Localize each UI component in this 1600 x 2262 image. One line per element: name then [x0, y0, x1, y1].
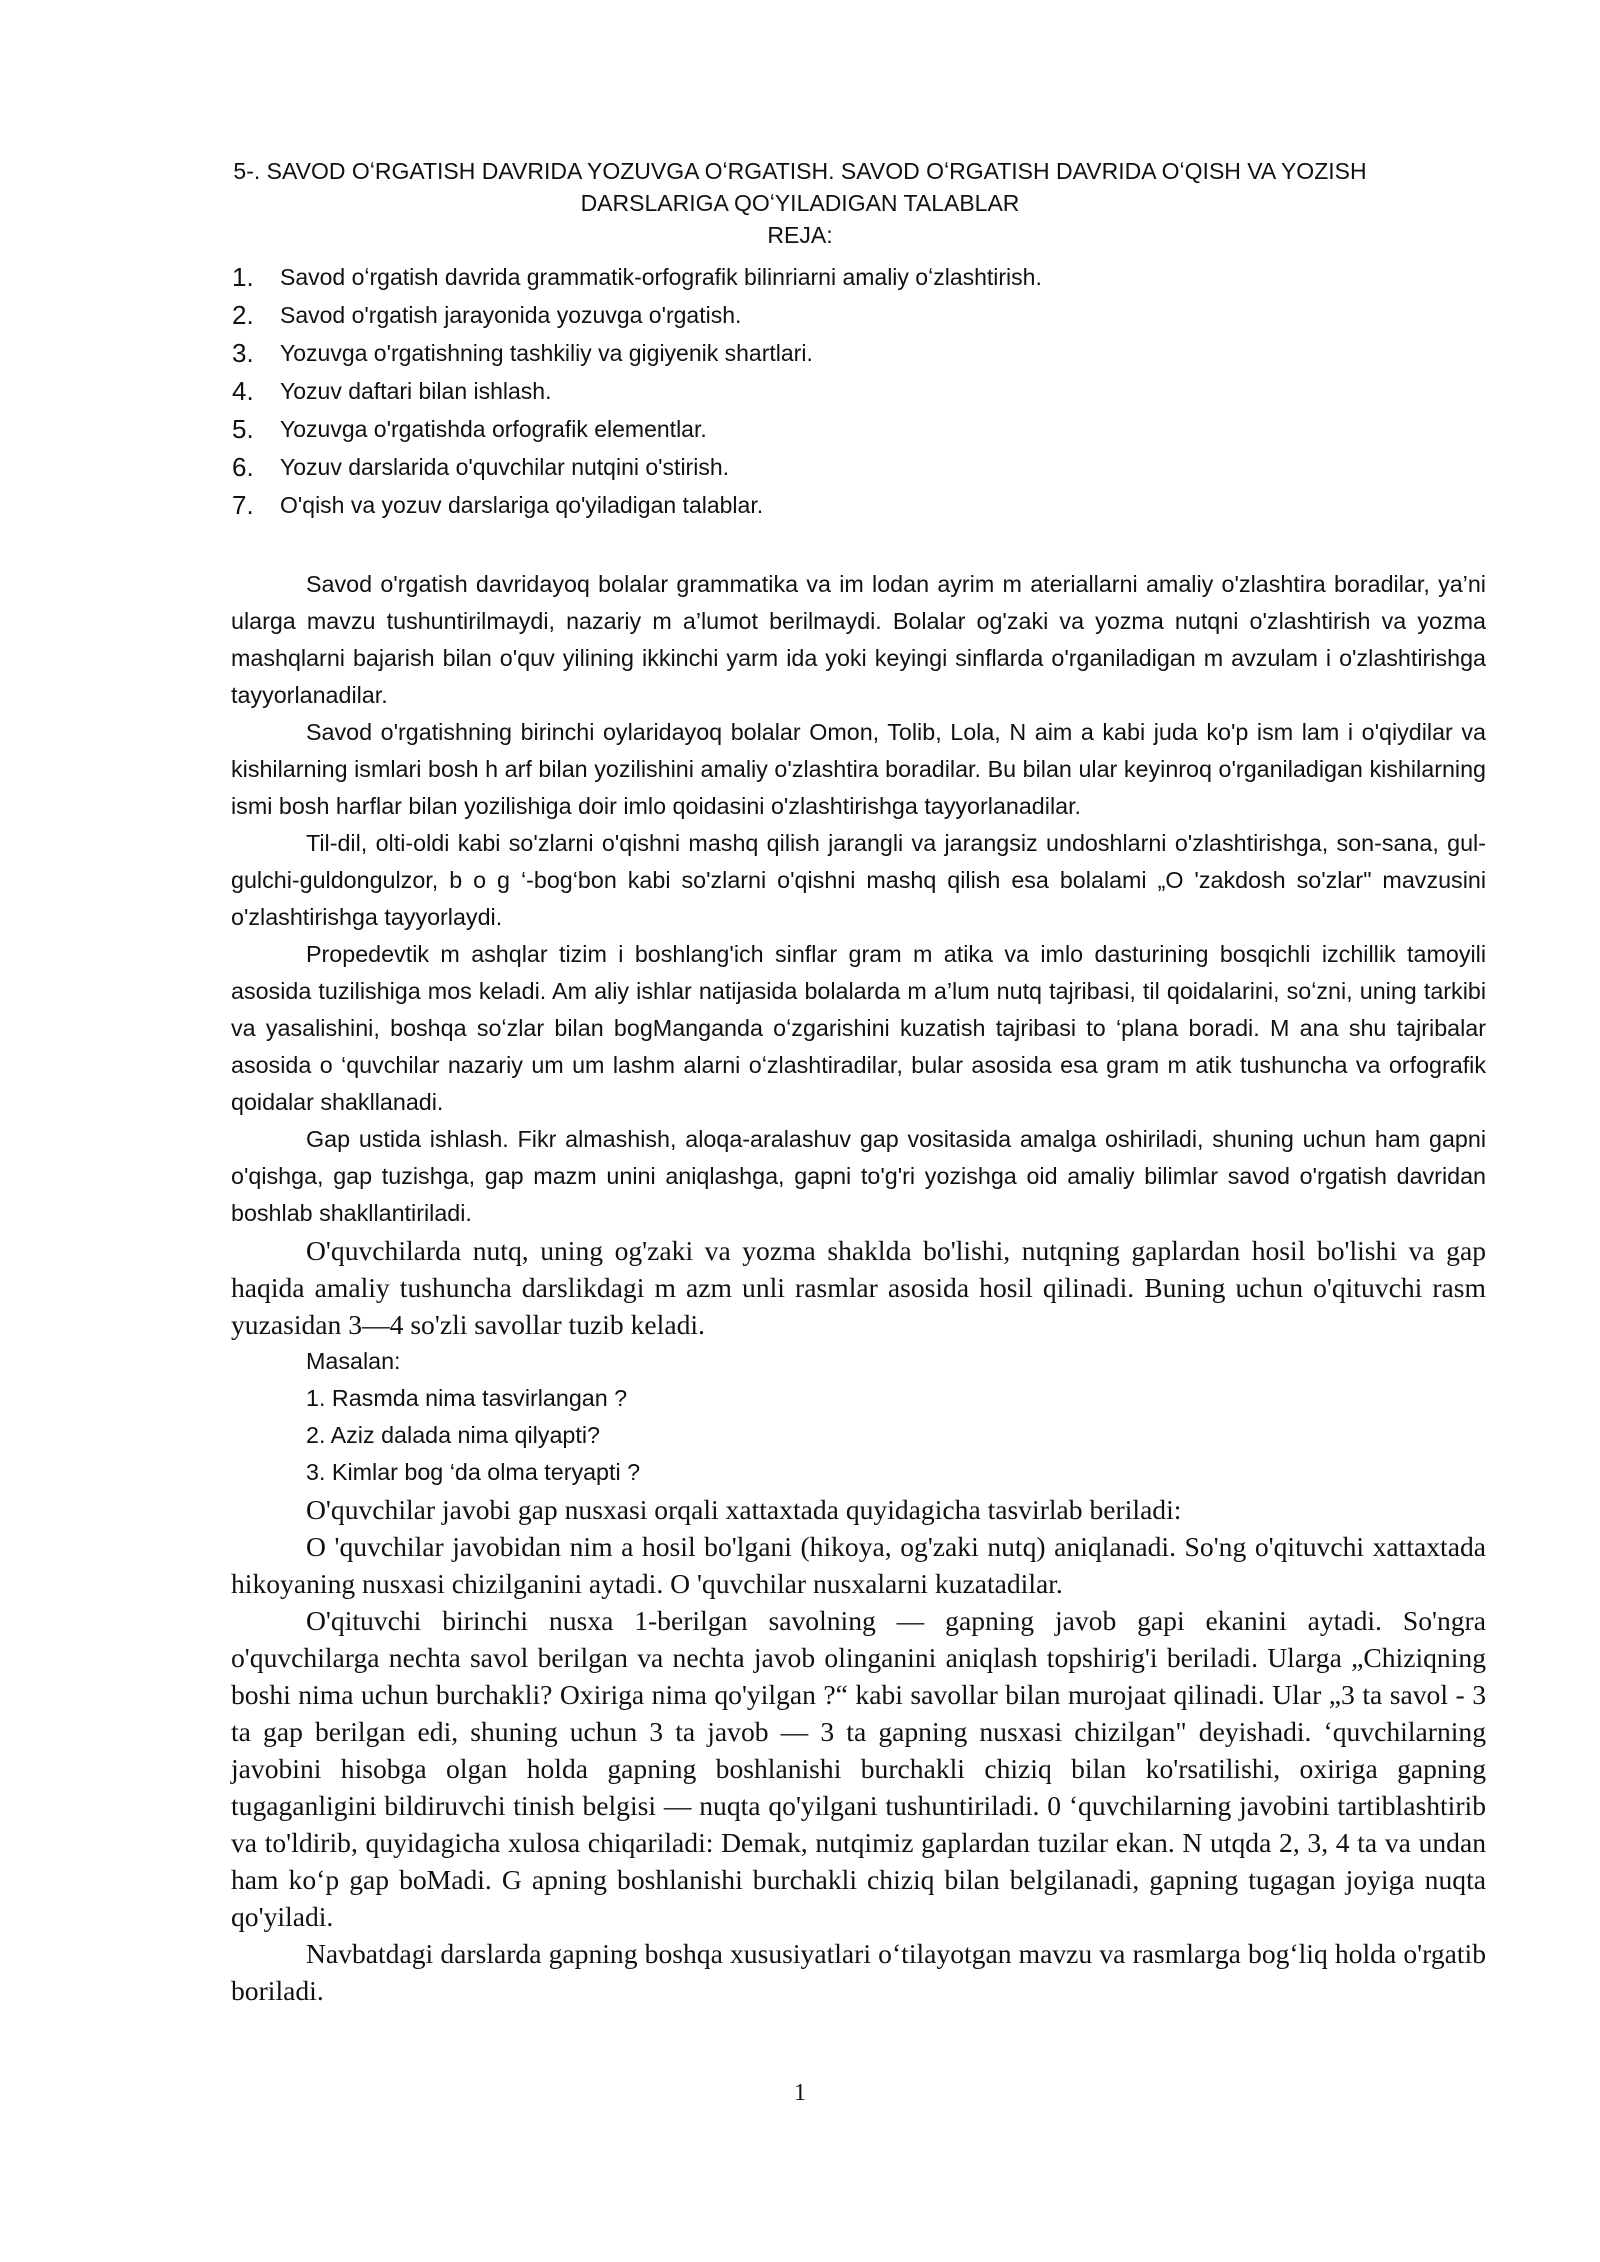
plan-item-text: O'qish va yozuv darslariga qo'yiladigan talablar. — [280, 492, 764, 518]
plan-item-number: 5. — [232, 414, 254, 444]
paragraph: Savod o'rgatish davridayoq bolalar grammatika va im lodan ayrim m ateriallarni amaliy o'zlashtira boradilar, ya’ni ularga mavzu tushuntirilmaydi, nazariy m a’lumot berilmaydi. Bolalar og'zaki va yozma nutqni o'zlashtirish va yozma mashqlarni bajarish bilan o'quv yilining ikkinchi yarm ida yoki keyingi sinflarda o'rganiladigan m avzulam i o'zlashtirishga tayyorlanadilar. — [231, 571, 1486, 708]
plan-item-number: 6. — [232, 452, 254, 482]
plan-item-number: 2. — [232, 300, 254, 330]
plan-item-text: Yozuv daftari bilan ishlash. — [280, 378, 552, 404]
plan-item-text: Savod oʻrgatish davrida grammatik-orfografik bilinriarni amaliy oʻzlashtirish. — [280, 264, 1042, 290]
paragraph: Navbatdagi darslarda gapning boshqa xususiyatlari oʻtilayotgan mavzu va rasmlarga bogʻliq holda o'rgatib boriladi. — [231, 1938, 1486, 2006]
paragraph: O'quvchilarda nutq, uning og'zaki va yozma shaklda bo'lishi, nutqning gaplardan hosil bo'lishi va gap haqida amaliy tushuncha darslikdagi m azm unli rasmlar asosida hosil qilinadi. Buning uchun o'qituvchi rasm yuzasidan 3—4 so'zli savollar tuzib keladi. — [231, 1235, 1486, 1340]
body-text — [231, 566, 1486, 2009]
paragraph: O 'quvchilar javobidan nim a hosil bo'lgani (hikoya, og'zaki nutq) aniqlanadi. So'ng o'qituvchi xattaxtada hikoyaning nusxasi chizilganini aytadi. O 'quvchilar nusxalarni kuzatadilar. — [231, 1531, 1486, 1599]
example-question: 2. Aziz dalada nima qilyapti? — [306, 1422, 600, 1448]
plan-item-number: 7. — [232, 490, 254, 520]
title-line-1: 5-. SAVOD OʻRGATISH DAVRIDA YOZUVGA OʻRGATISH. SAVOD OʻRGATISH DAVRIDA OʻQISH VA YOZISH — [233, 158, 1367, 184]
plan-item-text: Yozuvga o'rgatishda orfografik elementlar. — [280, 416, 707, 442]
example-heading: Masalan: — [306, 1348, 401, 1374]
paragraph: Gap ustida ishlash. Fikr almashish, aloqa-aralashuv gap vositasida amalga oshiriladi, shuning uchun ham gapni o'qishga, gap tuzishga, gap mazm unini aniqlashga, gapni to'g'ri yozishga oid amaliy bilimlar savod o'rgatish davridan boshlab shakllantiriladi. — [231, 1126, 1486, 1226]
plan-item-text: Yozuv darslarida o'quvchilar nutqini o'stirish. — [280, 454, 730, 480]
plan-item-text: Savod o'rgatish jarayonida yozuvga o'rgatish. — [280, 302, 742, 328]
title-line-2: DARSLARIGA QOʻYILADIGAN TALABLAR — [580, 190, 1020, 216]
page-title — [190, 155, 1410, 251]
paragraph: Propedevtik m ashqlar tizim i boshlang'ich sinflar gram m atika va imlo dasturining bosqichli izchillik tamoyili asosida tuzilishiga mos keladi. Am aliy ishlar natijasida bolalarda m a’lum nutq tajribasi, til qoidalarini, soʻzni, uning tarkibi va yasalishini, boshqa soʻzlar bilan bogManganda oʻzgarishini kuzatish tajribasi to ‘plana boradi. M ana shu tajribalar asosida o ‘quvchilar nazariy um um lashm alarni oʻzlashtiradilar, bular asosida esa gram m atik tushuncha va orfografik qoidalar shakllanadi. — [231, 941, 1486, 1115]
paragraph: O'quvchilar javobi gap nusxasi orqali xattaxtada quyidagicha tasvirlab beriladi: — [306, 1494, 1182, 1525]
plan-heading: REJA: — [767, 222, 833, 248]
plan-item-number: 1. — [232, 262, 254, 292]
page-number: 1 — [794, 2080, 806, 2106]
paragraph: Til-dil, olti-oldi kabi so'zlarni o'qishni mashq qilish jarangli va jarangsiz undoshlarni o'zlashtirishga, son-sana, gul-gulchi-guldongulzor, b o g ‘-bog‘bon kabi so'zlarni o'qishni mashq qilish esa bolalami „O 'zakdosh so'zlar" mavzusini o'zlashtirishga tayyorlaydi. — [231, 830, 1486, 930]
plan-item-number: 3. — [232, 338, 254, 368]
plan-item-text: Yozuvga o'rgatishning tashkiliy va gigiyenik shartlari. — [280, 340, 813, 366]
paragraph: O'qituvchi birinchi nusxa 1-berilgan savolning — gapning javob gapi ekanini aytadi. So'ngra o'quvchilarga nechta savol berilgan va nechta javob olinganini aniqlash topshirig'i beriladi. Ularga „Chiziqning boshi nima uchun burchakli? Oxiriga nima qo'yilgan ?“ kabi savollar bilan murojaat qilinadi. Ular „3 ta savol - 3 ta gap berilgan edi, shuning uchun 3 ta javob — 3 ta gapning nusxasi chizilgan" deyishadi. ‘quvchilarning javobini hisobga olgan holda gapning boshlanishi burchakli chiziq bilan ko'rsatilishi, oxiriga gapning tugaganligini bildiruvchi tinish belgisi — nuqta qo'yilgani tushuntiriladi. 0 ‘quvchilarning javobini tartiblashtirib va to'ldirib, quyidagicha xulosa chiqariladi: Demak, nutqimiz gaplardan tuzilar ekan. N utqda 2, 3, 4 ta va undan ham koʻp gap boMadi. G apning boshlanishi burchakli chiziq bilan belgilanadi, gapning tugagan joyiga nuqta qo'yiladi. — [231, 1605, 1486, 1932]
plan-item-number: 4. — [232, 376, 254, 406]
paragraph: Savod o'rgatishning birinchi oylaridayoq bolalar Omon, Tolib, Lola, N aim a kabi juda ko'p ism lam i o'qiydilar va kishilarning ismlari bosh h arf bilan yozilishini amaliy o'zlashtira boradilar. Bu bilan ular keyinroq o'rganiladigan kishilarning ismi bosh harflar bilan yozilishiga doir imlo qoidasini o'zlashtirishga tayyorlanadilar. — [231, 719, 1486, 819]
example-question: 3. Kimlar bog ‘da olma teryapti ? — [306, 1459, 641, 1485]
example-question: 1. Rasmda nima tasvirlangan ? — [306, 1385, 628, 1411]
